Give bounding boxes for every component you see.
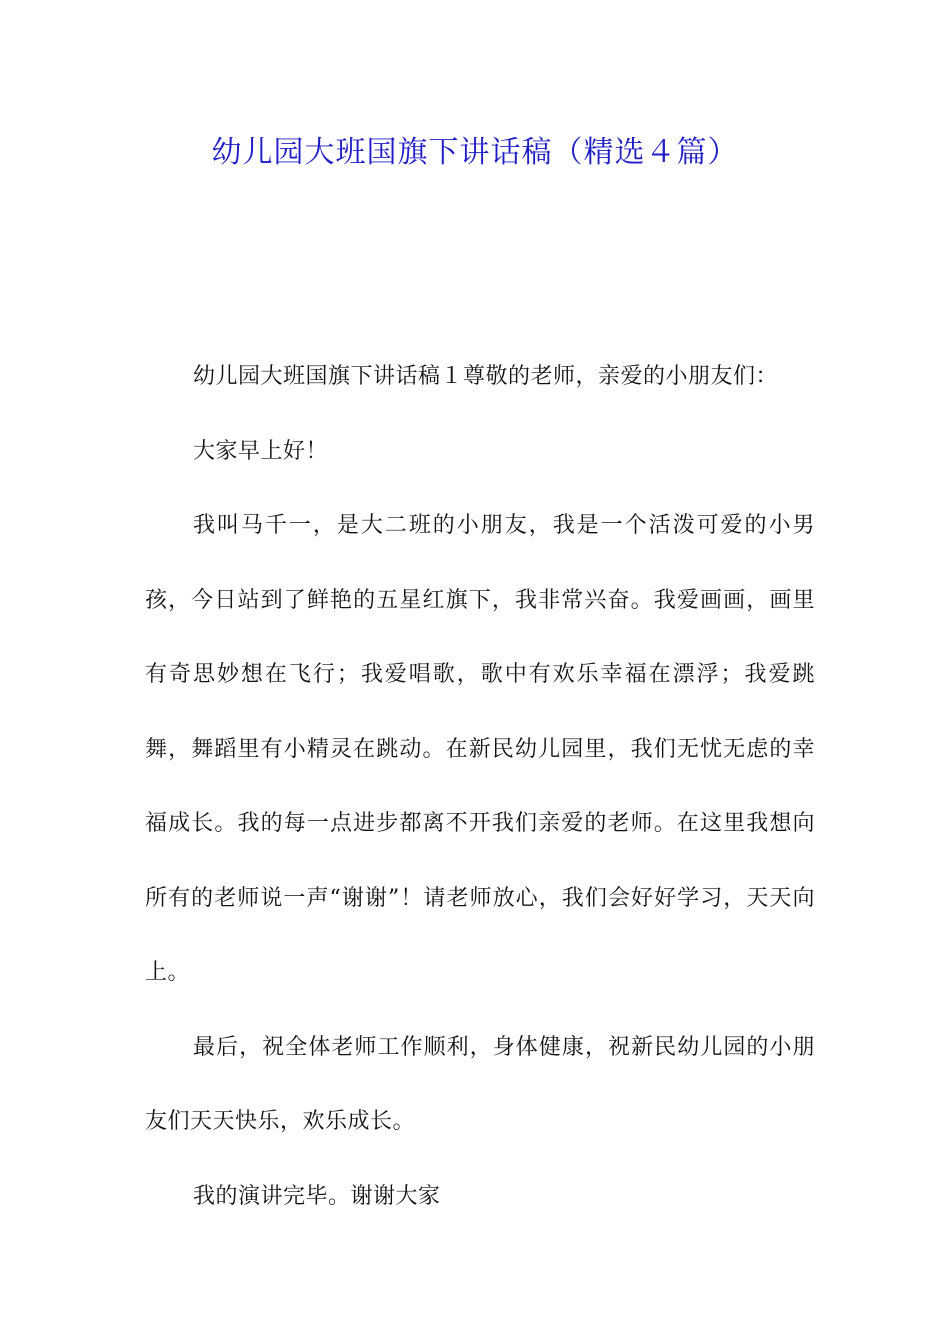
document-title: 幼儿园大班国旗下讲话稿（精选４篇） (211, 135, 739, 170)
paragraph-greeting: 幼儿园大班国旗下讲话稿１尊敬的老师，亲爱的小朋友们： (193, 364, 779, 389)
document-body (145, 340, 815, 1234)
paragraph-wishes: 最后，祝全体老师工作顺利，身体健康，祝新民幼儿园的小朋友们天天快乐，欢乐成长。 (145, 1034, 815, 1134)
paragraph-main: 我叫马千一，是大二班的小朋友，我是一个活泼可爱的小男孩，今日站到了鲜艳的五星红旗下，我非常兴奋。我爱画画，画里有奇思妙想在飞行；我爱唱歌，歌中有欢乐幸福在漂浮；我爱跳舞，舞蹈里有小精灵在跳动。在新民幼儿园里，我们无忧无虑的幸福成长。我的每一点进步都离不开我们亲爱的老师。在这里我想向所有的老师说一声“谢谢”！请老师放心，我们会好好学习，天天向上。 (145, 513, 815, 985)
paragraph-closing: 我的演讲完毕。谢谢大家 (193, 1183, 441, 1209)
paragraph-morning: 大家早上好！ (193, 438, 329, 464)
